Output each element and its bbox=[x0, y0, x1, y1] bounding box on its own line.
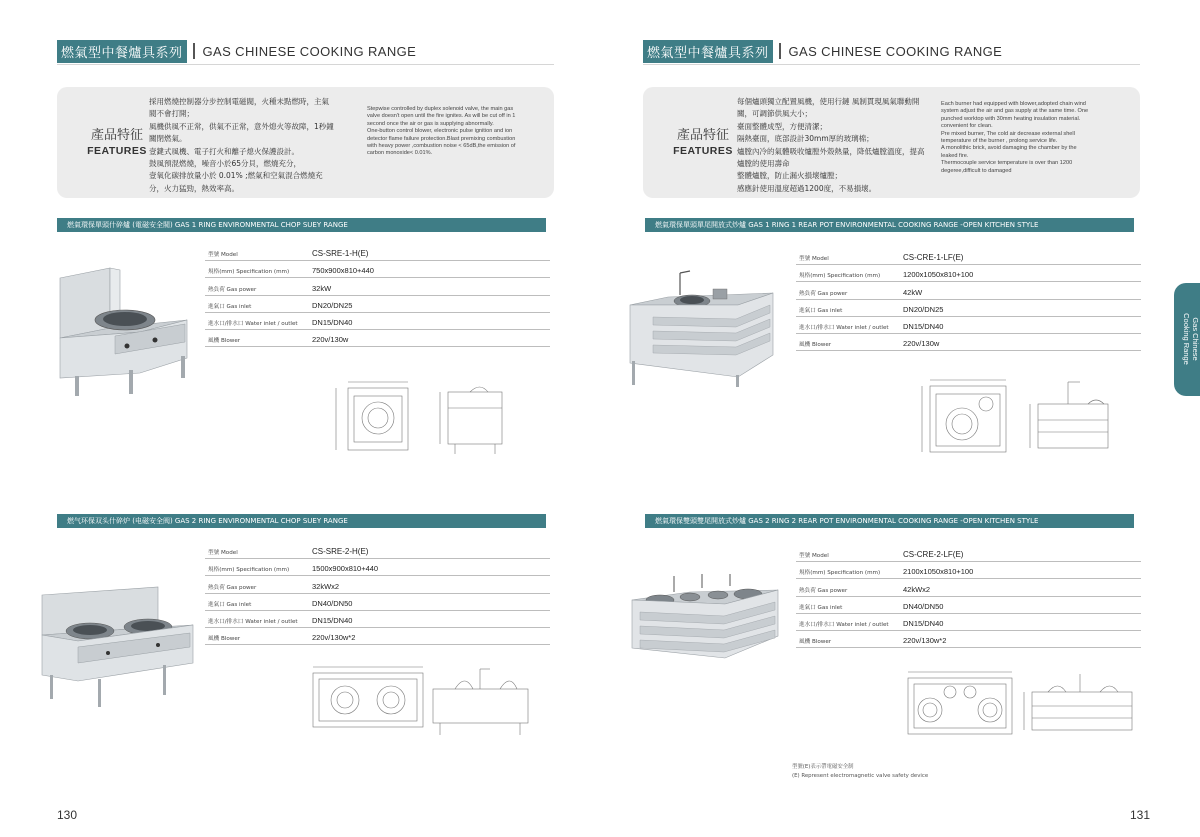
feature-line: 分，火力猛勁，熱效率高。 bbox=[149, 183, 239, 193]
spec-row bbox=[796, 334, 1141, 351]
feature-line: 關閉燃氣。 bbox=[149, 134, 187, 144]
spec-row bbox=[796, 562, 1141, 579]
side-tab-line: Cooking Range bbox=[1182, 313, 1191, 365]
spec-row bbox=[205, 559, 550, 576]
feature-line-en: with heavy power ,combustion noise < 65dB,the emission of bbox=[367, 143, 516, 150]
feature-line-en: temperature of the burner , prolong service life. bbox=[941, 138, 1058, 145]
side-tab-label bbox=[1182, 284, 1200, 394]
feature-line: 鼓風預混燃燒，噪音小於65分貝，燃燒充分， bbox=[149, 159, 302, 169]
spec-value: 220v/130w bbox=[903, 339, 940, 349]
spec-row bbox=[205, 611, 550, 628]
spec-row bbox=[205, 296, 550, 313]
spec-label: 規格(mm) Specification (mm) bbox=[799, 570, 881, 577]
page-number: 131 bbox=[1130, 808, 1151, 822]
spec-table bbox=[796, 248, 1141, 351]
footnote-line: 型號(E)表示帶電磁安全制 bbox=[792, 764, 854, 770]
spec-value: DN20/DN25 bbox=[312, 300, 353, 310]
heading-rule bbox=[643, 64, 1140, 65]
spec-label: 進氣口 Gas inlet bbox=[208, 601, 252, 608]
features-label-cn: 產品特征 bbox=[90, 128, 143, 143]
spec-value: 750x900x810+440 bbox=[312, 266, 374, 276]
spec-row bbox=[205, 594, 550, 611]
spec-value: DN15/DN40 bbox=[312, 615, 353, 625]
spec-row bbox=[796, 579, 1141, 596]
spec-row bbox=[796, 282, 1141, 299]
feature-line: 風機供風不正常，供氣不正常，意外熄火等故障，1秒鐘 bbox=[149, 121, 334, 131]
spec-label: 熱負荷 Gas power bbox=[799, 290, 848, 297]
feature-line: 壹鍵式風機、電子打火和離子熄火保護設計。 bbox=[149, 146, 299, 156]
spec-row bbox=[205, 576, 550, 593]
spec-row bbox=[796, 597, 1141, 614]
spec-value: 32kW bbox=[312, 283, 332, 293]
heading-rule bbox=[57, 64, 554, 65]
spec-label: 風機 Blower bbox=[208, 636, 241, 643]
spec-label: 進水口/排水口 Water inlet / outlet bbox=[799, 621, 889, 628]
spec-value: DN40/DN50 bbox=[312, 598, 353, 608]
spec-label: 風機 Blower bbox=[799, 639, 832, 646]
product-title-band: 燃氣環保單頭單尾開放式炒爐 GAS 1 RING 1 REAR POT ENVIRONMENTAL COOKING RANGE -OPEN KITCHEN STYLE bbox=[645, 218, 1134, 232]
heading-divider bbox=[779, 43, 781, 59]
spec-row bbox=[205, 261, 550, 278]
spec-row bbox=[205, 628, 550, 645]
spec-value: DN15/DN40 bbox=[903, 618, 944, 628]
spec-label: 進水口/排水口 Water inlet / outlet bbox=[799, 324, 889, 331]
spec-label: 進氣口 Gas inlet bbox=[799, 604, 843, 611]
features-text-en bbox=[367, 106, 515, 158]
features-label-en: FEATURES bbox=[673, 145, 733, 157]
spec-label: 規格(mm) Specification (mm) bbox=[799, 273, 881, 280]
spec-label: 型號 Model bbox=[799, 553, 829, 560]
double-wok-range-image bbox=[38, 585, 198, 710]
footnote-line: (E) Represent electromagnetic valve safety device bbox=[792, 773, 929, 779]
heading-cn: 燃氣型中餐爐具系列 bbox=[643, 40, 773, 63]
spec-value: 220v/130w*2 bbox=[903, 636, 947, 646]
spec-row bbox=[796, 300, 1141, 317]
spec-label: 進氣口 Gas inlet bbox=[208, 303, 252, 310]
features-label-en: FEATURES bbox=[87, 145, 147, 157]
feature-line-en: carbon monoxide< 0.01%. bbox=[367, 150, 433, 157]
spec-label: 進氣口 Gas inlet bbox=[799, 307, 843, 314]
features-text-en bbox=[941, 101, 1088, 175]
spec-value: 220v/130w bbox=[312, 335, 349, 345]
feature-line: 臺面整體成型，方便清潔； bbox=[737, 121, 827, 131]
page-heading bbox=[57, 40, 416, 62]
feature-line: 壹氧化碳排放量小於 0.01% ;燃氣和空氣混合燃燒充 bbox=[149, 171, 323, 181]
section-side-tab bbox=[1174, 283, 1200, 396]
features-text-cn bbox=[149, 96, 334, 195]
spec-label: 風機 Blower bbox=[208, 338, 241, 345]
spec-value: CS-SRE-2-H(E) bbox=[312, 547, 369, 557]
feature-line: 爐膛內冷的氣體吸收爐膛外殼熱量，降低爐膛溫度，提高 bbox=[737, 146, 925, 156]
feature-line-en: detector flame failure protection.Blast premixing combustion bbox=[367, 135, 516, 142]
spec-row bbox=[205, 278, 550, 295]
spec-row bbox=[796, 614, 1141, 631]
feature-line-en: Each burner had equipped with blower,adopted chain wind bbox=[941, 101, 1086, 107]
spec-row bbox=[205, 330, 550, 347]
spec-row bbox=[796, 545, 1141, 562]
features-label bbox=[85, 124, 149, 157]
spec-value: DN15/DN40 bbox=[312, 317, 353, 327]
features-panel bbox=[57, 87, 554, 198]
feature-line-en: One-button control blower, electronic pulse ignition and ion bbox=[367, 128, 513, 135]
spec-value: DN40/DN50 bbox=[903, 601, 944, 611]
feature-line-en: system adjust the air and gas supply at the same time. One bbox=[941, 108, 1089, 115]
feature-line-en: Pre mixed burner, The cold air decrease external shell bbox=[941, 130, 1075, 137]
feature-line-en: convenient for clean. bbox=[941, 123, 993, 130]
spec-value: 42kW bbox=[903, 287, 923, 297]
product-title-band: 燃氣環保單頭什碎爐 (電磁安全閥) GAS 1 RING ENVIRONMENTAL CHOP SUEY RANGE bbox=[57, 218, 546, 232]
product-title-band: 燃氣環保雙頭雙尾開放式炒爐 GAS 2 RING 2 REAR POT ENVIRONMENTAL COOKING RANGE -OPEN KITCHEN STYLE bbox=[645, 514, 1134, 528]
side-tab-line: Gas Chinese bbox=[1191, 317, 1200, 361]
single-ring-rear-pot-range-image bbox=[628, 265, 778, 390]
heading-en: GAS CHINESE COOKING RANGE bbox=[202, 43, 417, 59]
footnote bbox=[792, 763, 928, 781]
spec-value: DN15/DN40 bbox=[903, 321, 944, 331]
spec-label: 進水口/排水口 Water inlet / outlet bbox=[208, 618, 298, 625]
spec-value: 2100x1050x810+100 bbox=[903, 567, 974, 577]
double-ring-rear-pot-range-image bbox=[630, 572, 780, 677]
feature-line: 隔熱臺面，底部設計30mm厚的玻璃棉； bbox=[737, 134, 874, 144]
heading-divider bbox=[193, 43, 195, 59]
spec-row bbox=[796, 631, 1141, 648]
spec-row bbox=[205, 313, 550, 330]
feature-line-en: leaked fire. bbox=[941, 152, 969, 159]
spec-label: 風機 Blower bbox=[799, 342, 832, 349]
feature-line-en: punched worktop with 30mm heating insulation material. bbox=[941, 115, 1081, 122]
page-heading bbox=[643, 40, 1002, 62]
features-label-cn: 產品特征 bbox=[676, 128, 729, 143]
feature-line-en: second once the air or gas is supplying abnormally. bbox=[367, 120, 494, 127]
spec-label: 進水口/排水口 Water inlet / outlet bbox=[208, 320, 298, 327]
features-text-cn bbox=[737, 96, 925, 195]
spec-label: 型號 Model bbox=[208, 252, 238, 259]
spec-value: CS-CRE-1-LF(E) bbox=[903, 253, 964, 263]
feature-line: 感應針使用溫度超過1200度，不易損壞。 bbox=[737, 183, 877, 193]
technical-drawing bbox=[900, 668, 1140, 743]
feature-line: 每個爐頭獨立配置風機，使用行鏈 風制貫現風氣聯動開 bbox=[737, 97, 920, 106]
feature-line: 採用燃燒控制器分步控制電磁閥，火種未點燃時，主氣 bbox=[149, 97, 329, 106]
spec-table bbox=[796, 545, 1141, 648]
technical-drawing bbox=[305, 663, 535, 743]
spec-row bbox=[205, 244, 550, 261]
spec-value: 1500x900x810+440 bbox=[312, 564, 379, 574]
spec-label: 熱負荷 Gas power bbox=[799, 587, 848, 594]
spec-label: 型號 Model bbox=[208, 550, 238, 557]
spec-value: DN20/DN25 bbox=[903, 304, 944, 314]
feature-line: 閥不會打開； bbox=[149, 109, 194, 119]
spec-row bbox=[796, 317, 1141, 334]
heading-en: GAS CHINESE COOKING RANGE bbox=[788, 43, 1003, 59]
feature-line-en: A monolithic brick, avoid damaging the chamber by the bbox=[941, 145, 1077, 152]
spec-value: 220v/130w*2 bbox=[312, 633, 356, 643]
spec-label: 型號 Model bbox=[799, 256, 829, 263]
spec-label: 熱負荷 Gas power bbox=[208, 584, 257, 591]
features-panel bbox=[643, 87, 1140, 198]
spec-row bbox=[796, 265, 1141, 282]
spec-row bbox=[796, 248, 1141, 265]
feature-line: 爐膛的使用壽命 bbox=[737, 159, 790, 169]
feature-line-en: degeree,difficult to damaged bbox=[941, 167, 1012, 174]
feature-line: 整體爐膛，防止漏火損壞爐膛； bbox=[737, 171, 842, 181]
product-title-band: 燃气环保双头什碎炉 (电磁安全阀) GAS 2 RING ENVIRONMENTAL CHOP SUEY RANGE bbox=[57, 514, 546, 528]
feature-line-en: Stepwise controlled by duplex solenoid valve, the main gas bbox=[367, 106, 514, 112]
spec-value: 1200x1050x810+100 bbox=[903, 270, 974, 280]
spec-label: 規格(mm) Specification (mm) bbox=[208, 567, 290, 574]
page-number: 130 bbox=[57, 808, 78, 822]
spec-table bbox=[205, 244, 550, 347]
spec-label: 規格(mm) Specification (mm) bbox=[208, 269, 290, 276]
feature-line: 關，可調節供風大小； bbox=[737, 109, 812, 119]
feature-line-en: Thermocouple service temperature is over than 1200 bbox=[941, 160, 1073, 167]
spec-row bbox=[205, 542, 550, 559]
feature-line-en: valve doesn't open until the fire ignites. As will be cut off in 1 bbox=[367, 113, 516, 120]
heading-cn: 燃氣型中餐爐具系列 bbox=[57, 40, 187, 63]
spec-table bbox=[205, 542, 550, 645]
spec-value: 32kWx2 bbox=[312, 581, 340, 591]
spec-label: 熱負荷 Gas power bbox=[208, 286, 257, 293]
spec-value: 42kWx2 bbox=[903, 584, 931, 594]
technical-drawing bbox=[330, 378, 520, 458]
spec-value: CS-SRE-1-H(E) bbox=[312, 249, 369, 259]
technical-drawing bbox=[918, 374, 1118, 464]
single-wok-range-image bbox=[55, 258, 195, 398]
spec-value: CS-CRE-2-LF(E) bbox=[903, 550, 964, 560]
features-label bbox=[671, 124, 735, 157]
right-page bbox=[600, 0, 1200, 837]
